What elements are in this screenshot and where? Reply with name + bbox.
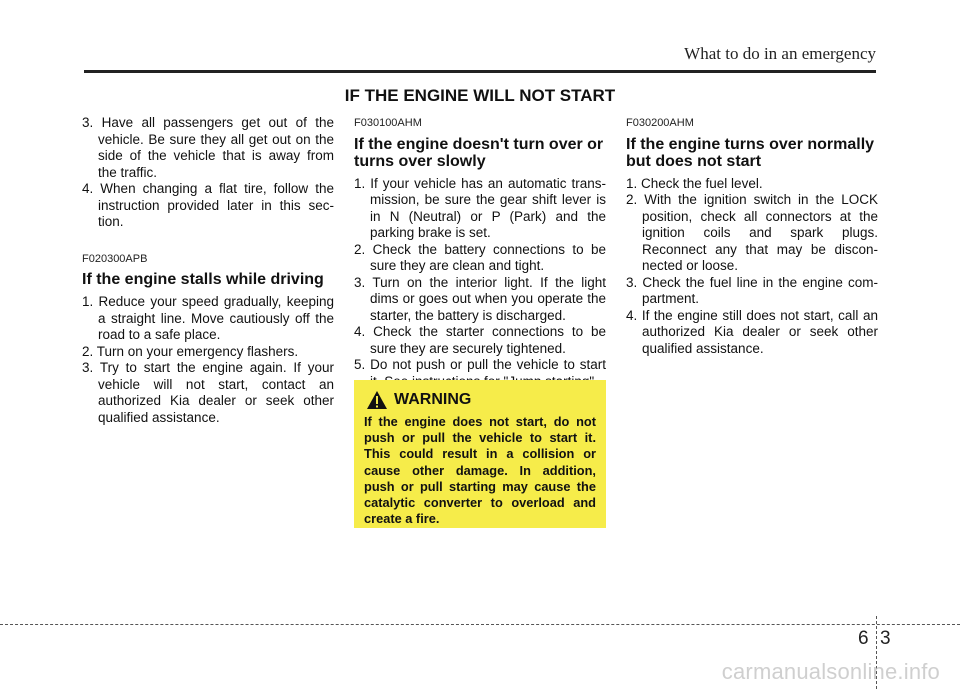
list-item: 1. Check the fuel level.: [626, 175, 763, 191]
list-item: 1. Reduce your speed gradually, keeping a straight line. Move cautiously off the road to a safe place.: [82, 294, 334, 342]
footer-rule: [0, 624, 960, 625]
warning-header: [366, 390, 596, 410]
section-heading: If the engine stalls while driving: [82, 271, 324, 288]
section-title: What to do in an emergency: [684, 44, 876, 63]
column-1: [82, 115, 334, 426]
watermark: carmanualsonline.info: [721, 659, 940, 684]
section-code: F030200AHM: [626, 117, 694, 129]
list-continued: [82, 115, 334, 231]
list-item: 3. Check the fuel line in the engine com-partment.: [626, 274, 878, 306]
list-item: 3. Have all passengers get out of the vehicle. Be sure they all get out on the side of the vehicle that is away from the traffic.: [82, 115, 334, 180]
list-no-turn-over: [354, 176, 606, 391]
warning-triangle-icon: [366, 390, 388, 410]
list-item: 2. With the ignition switch in the LOCK position, check all connectors at the ignition coils and spark plugs. Reconnect any that may be discon-nected or loose.: [626, 192, 878, 273]
list-turns-no-start: [626, 176, 878, 358]
warning-box: [354, 380, 606, 528]
list-item: 1. If your vehicle has an automatic trans-mission, be sure the gear shift lever is in N (Neutral) or P (Park) and the parking brake is set.: [354, 175, 606, 240]
page-number: 3: [880, 628, 891, 649]
header-rule: [84, 70, 876, 73]
column-2: [354, 115, 606, 390]
list-item: 4. Check the starter connections to be sure they are securely tightened.: [354, 324, 606, 356]
section-heading: If the engine doesn't turn over or turns over slowly: [354, 135, 604, 170]
list-item: 3. Turn on the interior light. If the light dims or goes out when you operate the starter, the battery is discharged.: [354, 274, 606, 323]
list-item: 2. Turn on your emergency flashers.: [82, 343, 299, 359]
list-item: 3. Try to start the engine again. If your vehicle will not start, contact an authorized Kia dealer or seek other qualified assistance.: [82, 360, 334, 425]
list-item: 5. Do not push or pull the vehicle to start: [354, 357, 606, 372]
section-code: F020300APB: [82, 252, 148, 265]
list-item: 2. Check the battery connections to be sure they are clean and tight.: [354, 241, 606, 273]
section-code: F030100AHM: [354, 117, 422, 129]
list-stalls: [82, 294, 334, 426]
list-item: 4. If the engine still does not start, call an authorized Kia dealer or seek other qualified assistance.: [626, 307, 878, 356]
list-item: 4. When changing a flat tire, follow the instruction provided later in this sec-tion.: [82, 181, 334, 229]
chapter-number: 6: [858, 628, 869, 649]
warning-title: WARNING: [394, 391, 472, 408]
column-3: [626, 115, 878, 357]
banner-title: IF THE ENGINE WILL NOT START: [344, 86, 616, 105]
section-heading: If the engine turns over normally but does not start: [626, 135, 875, 170]
warning-text: If the engine does not start, do not push or pull the vehicle to start it. This could result in a collision or cause other damage. In addition, push or pull starting may cause the catalytic converter to overload and create a fire.: [364, 414, 596, 527]
